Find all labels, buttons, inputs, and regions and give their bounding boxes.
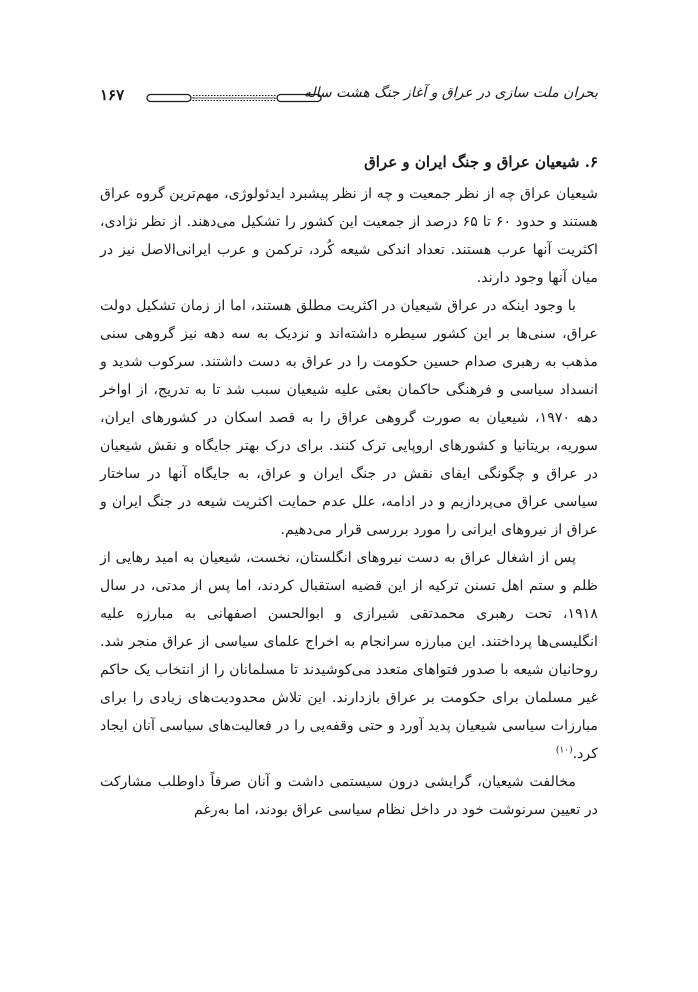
running-header bbox=[100, 84, 598, 110]
header-ornament bbox=[146, 93, 322, 103]
section-heading: ۶. شیعیان عراق و جنگ ایران و عراق bbox=[364, 153, 598, 171]
paragraph-4: مخالفت شیعیان، گرایشی درون سیستمی داشت و آنان صرفاً داوطلب مشارکت در تعیین سرنوشت خود در داخل نظام سیاسی عراق بودند، اما به‌رغم bbox=[100, 774, 598, 818]
running-title: بحران ملت سازی در عراق و آغاز جنگ هشت ساله bbox=[303, 85, 598, 101]
paragraph-3-text: پس از اشغال عراق به دست نیروهای انگلستان، نخست، شیعیان به امید رهایی از ظلم و ستم اهل تسنن ترکیه از این قضیه استقبال کردند، اما پس از مدتی، در سال ۱۹۱۸، تحت رهبری محمدتقی شیرازی و ابوالحسن اصفهانی به مبارزه علیه انگلیسی‌ها پرداختند. این مبارزه سرانجام به اخراج علمای سیاسی از عراق منجر شد. روحانیان شیعه با صدور فتواهای متعدد می‌کوشیدند تا مسلمانان را از انتخاب یک حاکم غیر مسلمان برای حکومت بر عراق بازدارند. این تلاش محدودیت‌های زیادی را برای مبارزات سیاسی شیعیان پدید آورد و حتی وقفه‌یی را در فعالیت‌های سیاسی آنان ایجاد کرد. bbox=[100, 550, 598, 762]
paragraph-1: شیعیان عراق چه از نظر جمعیت و چه از نظر پیشبرد ایدئولوژی، مهم‌ترین گروه عراق هستند و حدود ۶۰ تا ۶۵ درصد از جمعیت این کشور را تشکیل می‌دهند. از نظر نژادی، اکثریت آنها عرب هستند. تعداد اندکی شیعه کُرد، ترکمن و عرب ایرانی‌الاصل نیز در میان آنها وجود دارند. bbox=[100, 186, 598, 286]
footnote-marker: (۱۰) bbox=[555, 745, 573, 756]
page-number: ۱۶۷ bbox=[100, 86, 125, 104]
paragraph-2: با وجود اینکه در عراق شیعیان در اکثریت مطلق هستند، اما از زمان تشکیل دولت عراق، سنی‌ها بر این کشور سیطره داشته‌اند و نزدیک به سه دهه نیز گروهی سنی مذهب به رهبری صدام حسین حکومت را در عراق به دست داشتند. سرکوب شدید و انسداد سیاسی و فرهنگی حاکمان بعثی علیه شیعیان سبب شد تا به تدریج، از اواخر دهه ۱۹۷۰، شیعیان به صورت گروهی عراق را به قصد اسکان در کشورهای ایران، سوریه، بریتانیا و کشورهای اروپایی ترک کنند. برای درک بهتر جایگاه و نقش شیعیان در عراق و چگونگی ایفای نقش در جنگ ایران و عراق، به جایگاه آنها در ساختار سیاسی عراق می‌پردازیم و در ادامه، علل عدم حمایت اکثریت شیعه در جنگ ایران و عراق از نیروهای ایرانی را مورد بررسی قرار می‌دهیم. bbox=[100, 298, 598, 538]
paragraph-3 bbox=[100, 544, 598, 768]
page-content bbox=[100, 148, 598, 824]
